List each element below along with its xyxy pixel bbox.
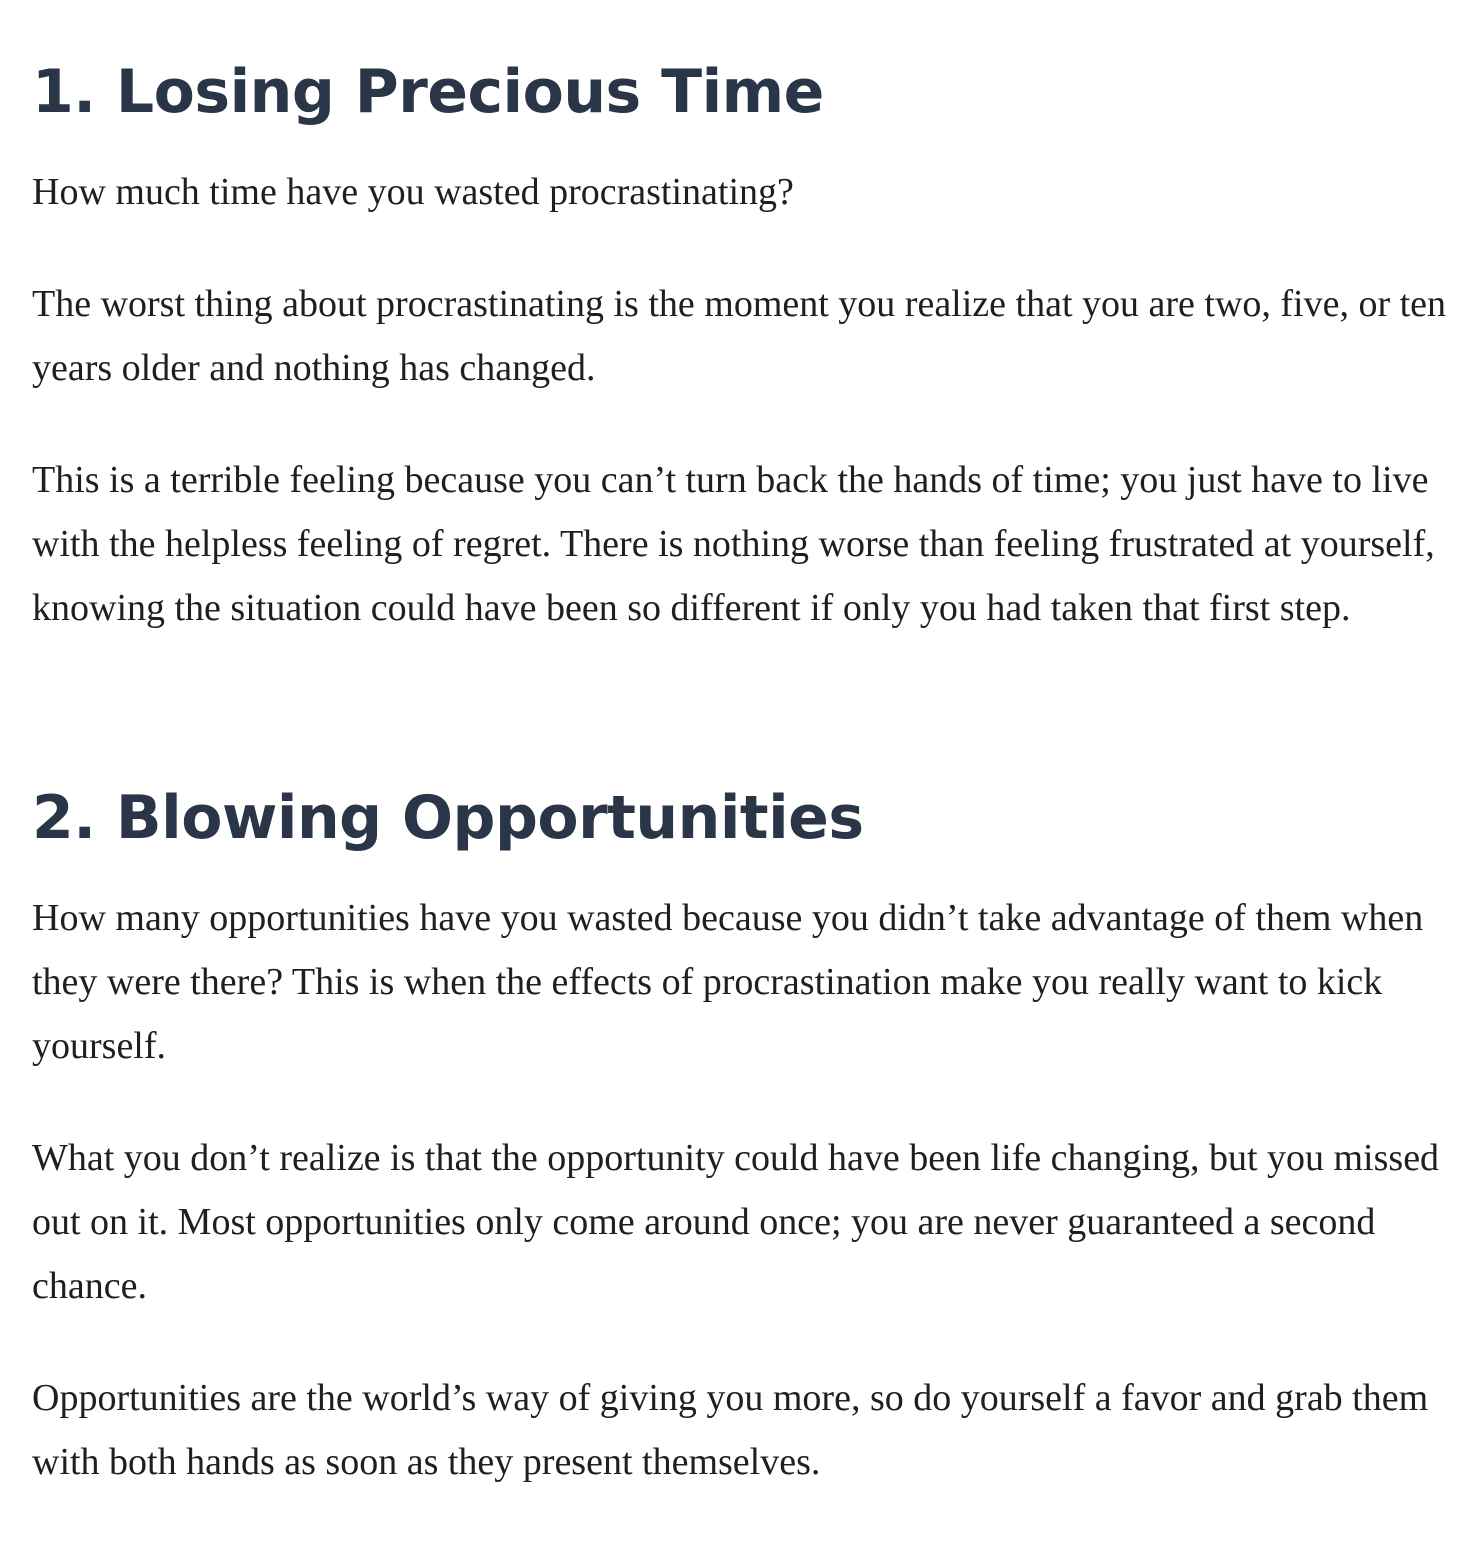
paragraph: Opportunities are the world’s way of giving you more, so do yourself a favor and grab them with both hands as soon as they present themselves. <box>32 1377 1429 1483</box>
paragraph: How many opportunities have you wasted because you didn’t take advantage of them when they were there? This is when the effects of procrastination make you really want to kick yourself. <box>32 897 1424 1067</box>
paragraph: The worst thing about procrastinating is the moment you realize that you are two, five, or ten years older and nothing has changed. <box>32 283 1447 389</box>
section-heading-losing-time: 1. Losing Precious Time <box>32 57 824 127</box>
paragraph: What you don’t realize is that the opportunity could have been life changing, but you missed out on it. Most opportunities only come around once; you are never guaranteed a second chance. <box>32 1137 1440 1307</box>
section-heading-blowing-opportunities: 2. Blowing Opportunities <box>32 783 864 853</box>
paragraph: How much time have you wasted procrastinating? <box>32 171 794 213</box>
paragraph: This is a terrible feeling because you can’t turn back the hands of time; you just have to live with the helpless feeling of regret. There is nothing worse than feeling frustrated at yourself, knowing the situation could have been so different if only you had taken that first step. <box>32 459 1435 629</box>
